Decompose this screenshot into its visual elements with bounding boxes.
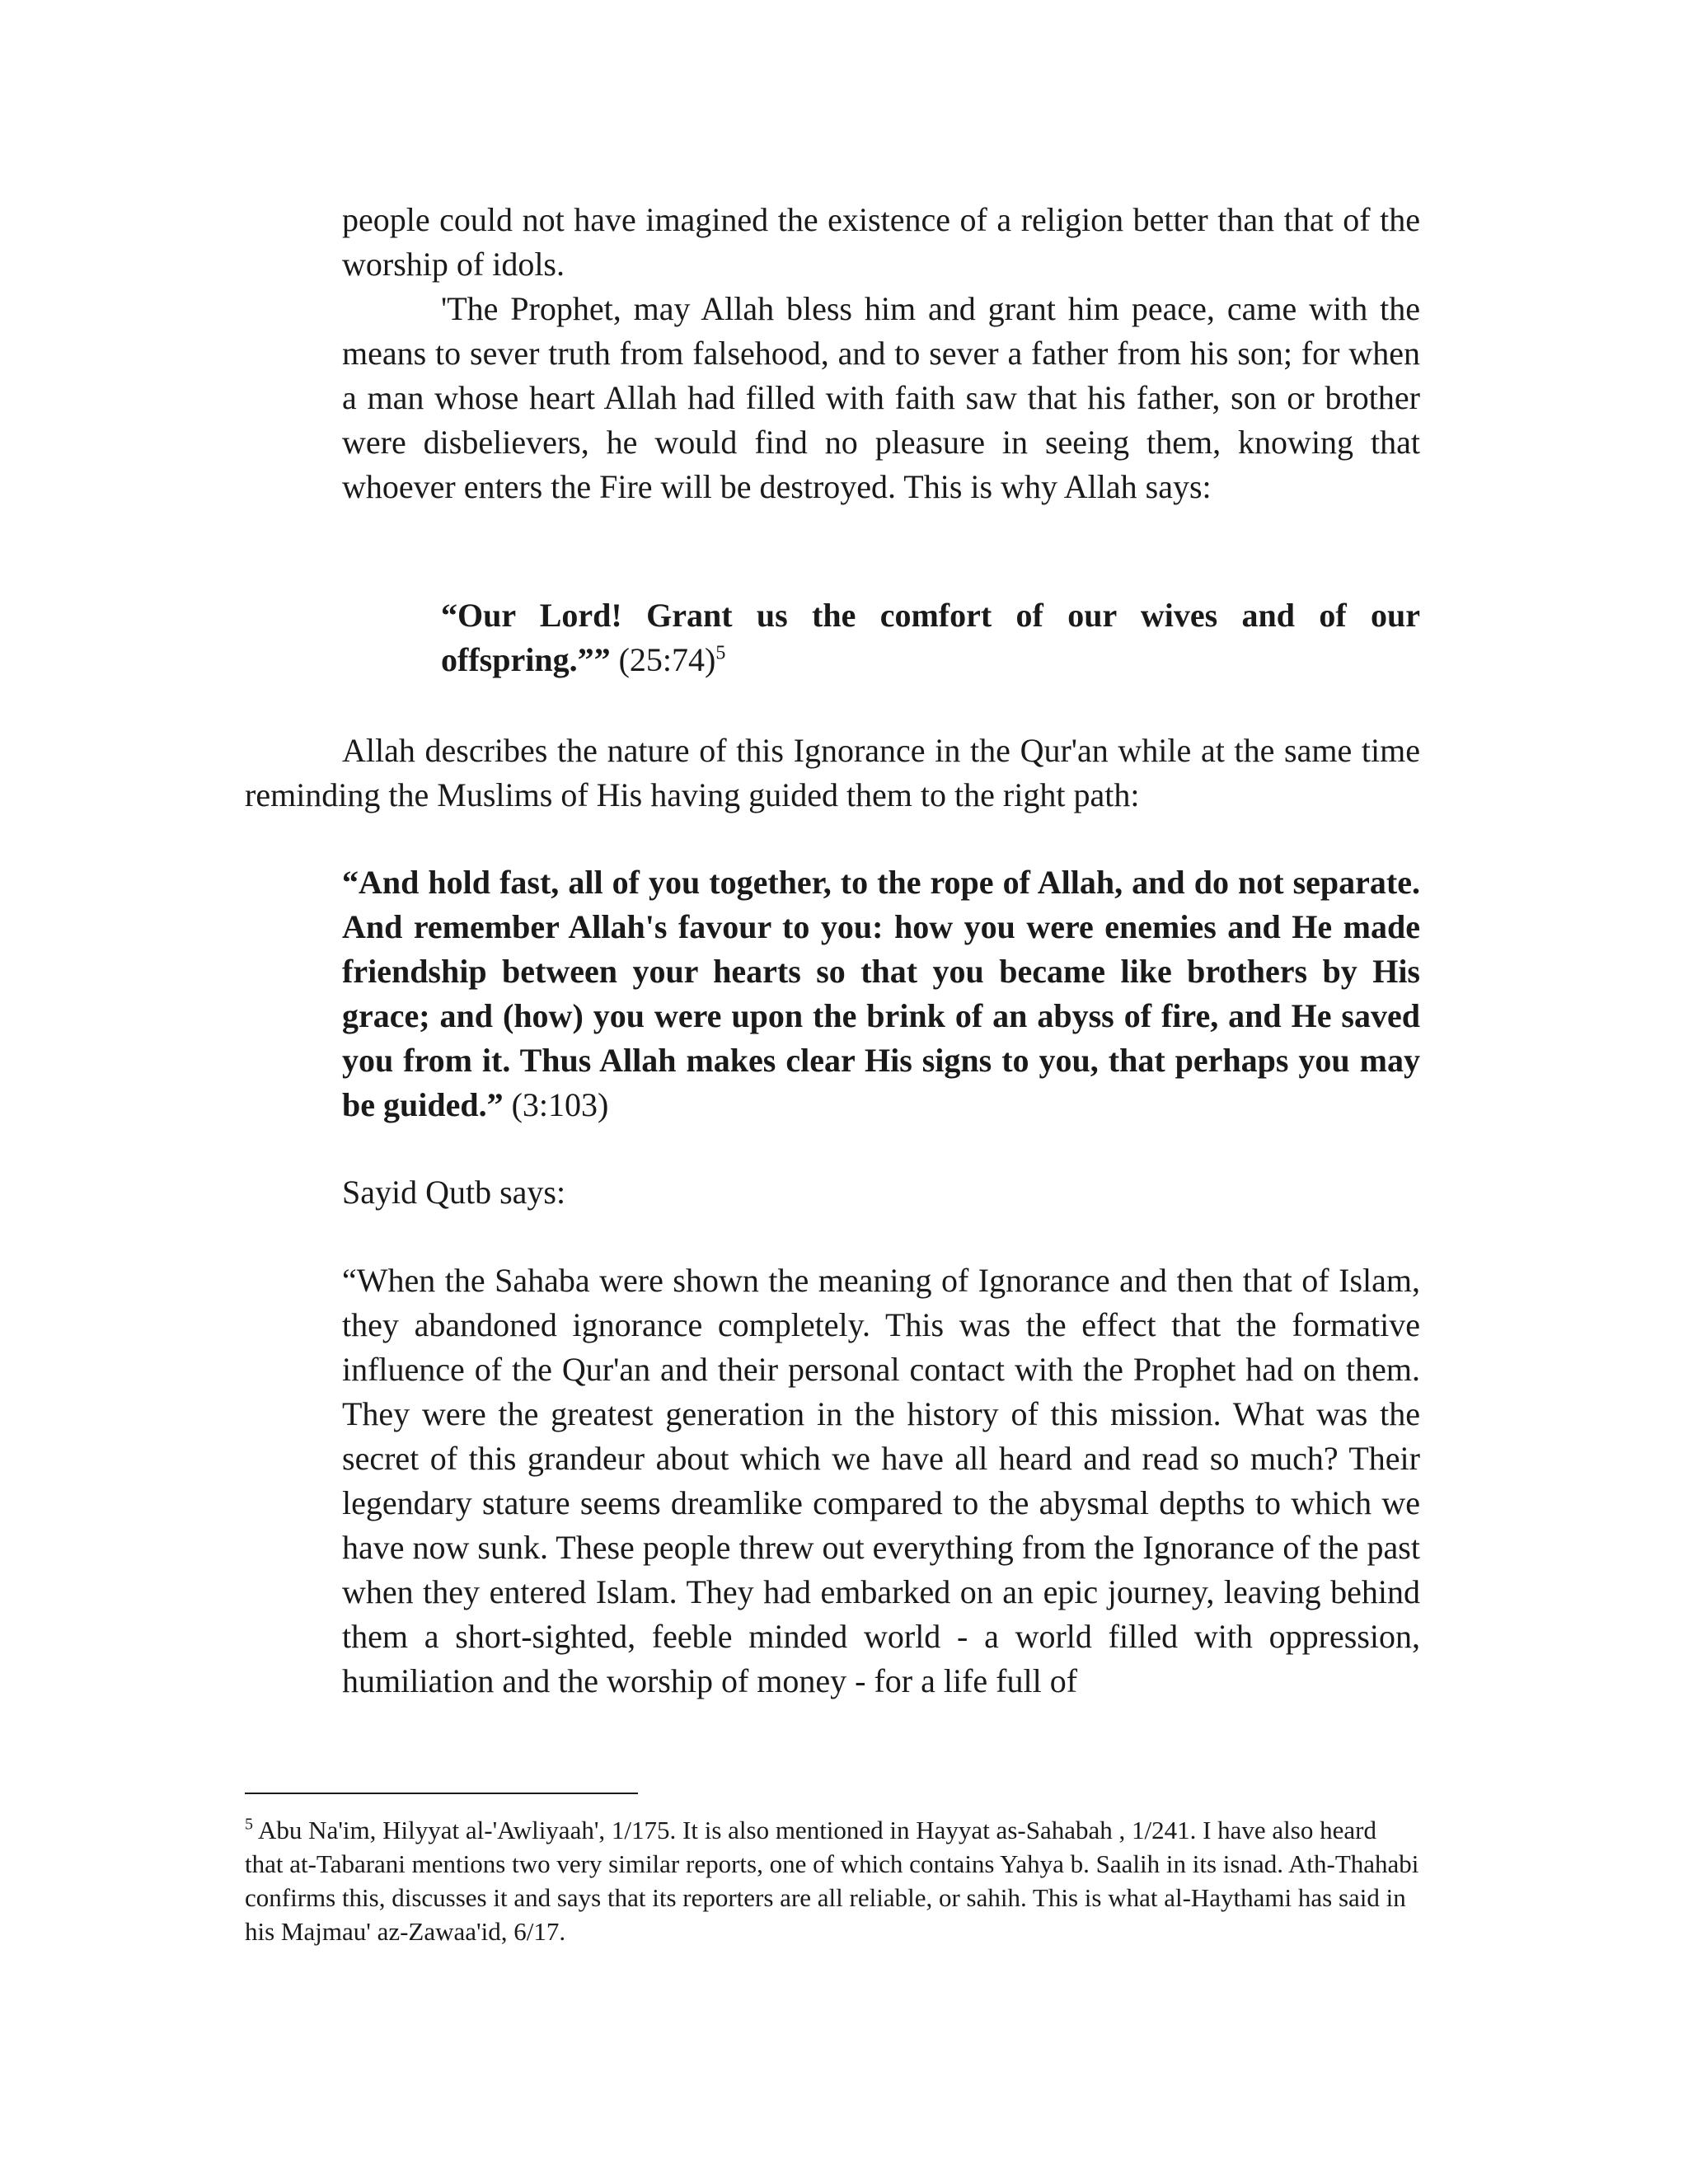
quran-quote-25-74 <box>441 593 1420 682</box>
paragraph-prophet: 'The Prophet, may Allah bless him and grant him peace, came with the means to sever truth from falsehood, and to sever a father from his son; for when a man whose heart Allah had filled with faith saw that his father, son or brother were disbelievers, he would find no pleasure in seeing them, knowing that whoever enters the Fire will be destroyed. This is why Allah says: <box>342 290 1420 505</box>
quote-reference: (3:103) <box>503 1086 609 1123</box>
footnote-text: Abu Na'im, Hilyyat al-'Awliyaah', 1/175. It is also mentioned in Hayyat as-Sahabah , 1/241. I have also heard that at-Tabarani mentions two very similar reports, one of which contains Yahya b. Saalih in its isnad. Ath-Thahabi confirms this, discusses it and says that its reporters are all reliable, or sahih. This is what al-Haythami has said in his Majmau' az-Zawaa'id, 6/17. <box>245 1816 1419 1946</box>
paragraph-qutb-quote: “When the Sahaba were shown the meaning of Ignorance and then that of Islam, they abandoned ignorance completely. This was the effect that the formative influence of the Qur'an and their personal contact with the Prophet had on them. They were the greatest generation in the history of this mission. What was the secret of this grandeur about which we have all heard and read so much? Their legendary stature seems dreamlike compared to the abysmal depths to which we have now sunk. These people threw out everything from the Ignorance of the past when they entered Islam. They had embarked on an epic journey, leaving behind them a short-sighted, feeble minded world - a world filled with oppression, humiliation and the worship of money - for a life full of <box>342 1262 1420 1699</box>
paragraph-sayid-qutb: Sayid Qutb says: <box>342 1174 566 1211</box>
footnote-separator <box>245 1793 638 1794</box>
footnote <box>245 1813 1420 1948</box>
paragraph-allah-describes: Allah describes the nature of this Ignorance in the Qur'an while at the same time reminding the Muslims of His having guided them to the right path: <box>245 732 1420 813</box>
quran-quote-3-103 <box>342 860 1420 1127</box>
quote-text: “And hold fast, all of you together, to the rope of Allah, and do not separate. And remember Allah's favour to you: how you were enemies and He made friendship between your hearts so that you became like brothers by His grace; and (how) you were upon the brink of an abyss of fire, and He saved you from it. Thus Allah makes clear His signs to you, that perhaps you may be guided.” <box>342 864 1420 1123</box>
paragraph-continuation: people could not have imagined the existence of a religion better than that of the worship of idols. <box>342 201 1420 283</box>
footnote-marker: 5 <box>715 642 726 664</box>
quote-reference: (25:74) <box>610 641 716 678</box>
footnote-number: 5 <box>245 1815 253 1834</box>
quote-text: “Our Lord! Grant us the comfort of our wives and of our offspring.”” <box>441 597 1420 678</box>
